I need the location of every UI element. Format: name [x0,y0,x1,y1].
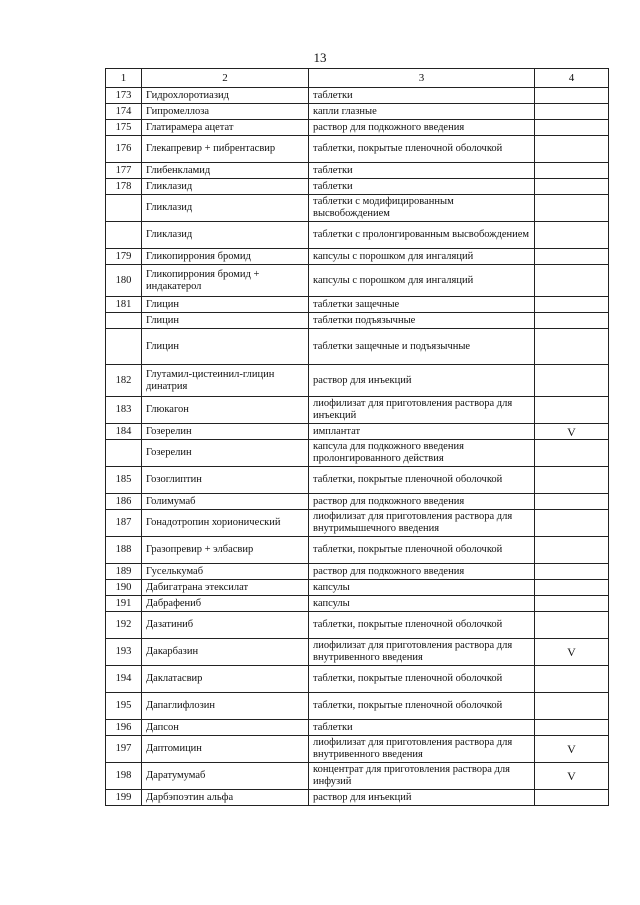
row-number: 190 [106,580,142,596]
row-number: 181 [106,297,142,313]
drug-name: Дапаглифлозин [142,693,309,720]
drug-name: Гидрохлоротиазид [142,88,309,104]
table-row [106,440,609,467]
column-header-4: 4 [535,69,609,88]
dosage-form: лиофилизат для приготовления раствора для внутривенного введения [309,639,535,666]
row-number: 192 [106,612,142,639]
table-row [106,639,609,666]
mark-cell [535,612,609,639]
table-header-row [106,69,609,88]
dosage-form: таблетки, покрытые пленочной оболочкой [309,693,535,720]
row-number: 189 [106,564,142,580]
row-number: 199 [106,790,142,806]
drug-name: Гуселькумаб [142,564,309,580]
dosage-form: капсулы с порошком для ингаляций [309,249,535,265]
table-row [106,564,609,580]
mark-cell [535,596,609,612]
dosage-form: таблетки, покрытые пленочной оболочкой [309,136,535,163]
row-number: 174 [106,104,142,120]
drug-name: Глекапревир + пибрентасвир [142,136,309,163]
mark-cell [535,265,609,297]
table-row [106,222,609,249]
drug-name: Гликопиррония бромид + индакатерол [142,265,309,297]
drug-name: Глатирамера ацетат [142,120,309,136]
drug-name: Гозерелин [142,440,309,467]
row-number: 176 [106,136,142,163]
dosage-form: капсулы с порошком для ингаляций [309,265,535,297]
table-row [106,313,609,329]
row-number: 180 [106,265,142,297]
drug-name: Глибенкламид [142,163,309,179]
row-number: 194 [106,666,142,693]
table-row [106,365,609,397]
mark-cell [535,88,609,104]
dosage-form: имплантат [309,424,535,440]
row-number: 173 [106,88,142,104]
table-row [106,424,609,440]
drug-name: Глюкагон [142,397,309,424]
dosage-form: таблетки, покрытые пленочной оболочкой [309,666,535,693]
drug-name: Гозоглиптин [142,467,309,494]
dosage-form: капсула для подкожного введения пролонгированного действия [309,440,535,467]
row-number: 191 [106,596,142,612]
table-row [106,510,609,537]
row-number [106,440,142,467]
dosage-form: раствор для инъекций [309,365,535,397]
row-number [106,195,142,222]
drug-name: Дарбэпоэтин альфа [142,790,309,806]
mark-cell [535,693,609,720]
dosage-form: раствор для подкожного введения [309,120,535,136]
table-row [106,494,609,510]
table-row [106,397,609,424]
dosage-form: лиофилизат для приготовления раствора для внутривенного введения [309,736,535,763]
row-number: 193 [106,639,142,666]
drug-name: Даклатасвир [142,666,309,693]
table-row [106,736,609,763]
mark-cell: V [535,736,609,763]
page-number: 13 [313,50,327,65]
dosage-form: капсулы [309,596,535,612]
mark-cell [535,179,609,195]
mark-cell [535,720,609,736]
table-row [106,104,609,120]
mark-cell [535,136,609,163]
mark-cell [535,195,609,222]
drug-name: Глицин [142,329,309,365]
mark-cell [535,104,609,120]
table-row [106,163,609,179]
mark-cell [535,440,609,467]
row-number: 186 [106,494,142,510]
table-row [106,297,609,313]
dosage-form: лиофилизат для приготовления раствора для инъекций [309,397,535,424]
drug-name: Даратумумаб [142,763,309,790]
dosage-form: таблетки защечные [309,297,535,313]
row-number: 195 [106,693,142,720]
table-row [106,249,609,265]
drug-name: Гипромеллоза [142,104,309,120]
dosage-form: таблетки [309,720,535,736]
column-header-3: 3 [309,69,535,88]
mark-cell [535,564,609,580]
table-row [106,596,609,612]
row-number: 184 [106,424,142,440]
row-number [106,329,142,365]
mark-cell [535,510,609,537]
row-number [106,222,142,249]
table-body [106,88,609,806]
table-row [106,467,609,494]
dosage-form: раствор для подкожного введения [309,564,535,580]
mark-cell [535,297,609,313]
mark-cell [535,329,609,365]
drug-table [105,68,609,806]
row-number: 183 [106,397,142,424]
drug-name: Глицин [142,297,309,313]
drug-name: Глицин [142,313,309,329]
drug-name: Гразопревир + элбасвир [142,537,309,564]
mark-cell [535,120,609,136]
mark-cell [535,397,609,424]
drug-name: Дапсон [142,720,309,736]
table-row [106,265,609,297]
row-number: 196 [106,720,142,736]
dosage-form: таблетки [309,163,535,179]
column-header-2: 2 [142,69,309,88]
dosage-form: капсулы [309,580,535,596]
drug-name: Дабигатрана этексилат [142,580,309,596]
table-row [106,666,609,693]
mark-cell [535,365,609,397]
row-number: 178 [106,179,142,195]
row-number: 175 [106,120,142,136]
column-header-1: 1 [106,69,142,88]
dosage-form: таблетки с пролонгированным высвобождением [309,222,535,249]
dosage-form: раствор для инъекций [309,790,535,806]
row-number: 179 [106,249,142,265]
drug-name: Гозерелин [142,424,309,440]
dosage-form: таблетки, покрытые пленочной оболочкой [309,537,535,564]
row-number: 198 [106,763,142,790]
row-number: 177 [106,163,142,179]
drug-name: Гликлазид [142,222,309,249]
table-row [106,179,609,195]
mark-cell [535,313,609,329]
drug-name: Дакарбазин [142,639,309,666]
drug-name: Глутамил-цистеинил-глицин динатрия [142,365,309,397]
mark-cell: V [535,763,609,790]
row-number [106,313,142,329]
table-row [106,790,609,806]
drug-name: Гонадотропин хорионический [142,510,309,537]
table-row [106,693,609,720]
mark-cell [535,494,609,510]
table-row [106,120,609,136]
table-row [106,537,609,564]
mark-cell [535,666,609,693]
table-row [106,329,609,365]
drug-name: Дазатиниб [142,612,309,639]
table-row [106,612,609,639]
mark-cell [535,249,609,265]
table-row [106,580,609,596]
drug-name: Гликопиррония бромид [142,249,309,265]
dosage-form: таблетки, покрытые пленочной оболочкой [309,467,535,494]
drug-name: Голимумаб [142,494,309,510]
dosage-form: таблетки с модифицированным высвобождением [309,195,535,222]
row-number: 182 [106,365,142,397]
drug-name: Дабрафениб [142,596,309,612]
mark-cell: V [535,424,609,440]
mark-cell [535,580,609,596]
mark-cell [535,537,609,564]
drug-name: Гликлазид [142,195,309,222]
drug-name: Гликлазид [142,179,309,195]
dosage-form: таблетки, покрытые пленочной оболочкой [309,612,535,639]
dosage-form: лиофилизат для приготовления раствора для внутримышечного введения [309,510,535,537]
table-row [106,195,609,222]
dosage-form: таблетки защечные и подъязычные [309,329,535,365]
dosage-form: раствор для подкожного введения [309,494,535,510]
mark-cell: V [535,639,609,666]
mark-cell [535,790,609,806]
table-row [106,88,609,104]
table-row [106,136,609,163]
dosage-form: таблетки [309,179,535,195]
dosage-form: таблетки подъязычные [309,313,535,329]
mark-cell [535,467,609,494]
row-number: 187 [106,510,142,537]
table-row [106,763,609,790]
dosage-form: капли глазные [309,104,535,120]
row-number: 185 [106,467,142,494]
drug-name: Даптомицин [142,736,309,763]
table-row [106,720,609,736]
row-number: 188 [106,537,142,564]
row-number: 197 [106,736,142,763]
mark-cell [535,222,609,249]
dosage-form: концентрат для приготовления раствора для инфузий [309,763,535,790]
mark-cell [535,163,609,179]
dosage-form: таблетки [309,88,535,104]
